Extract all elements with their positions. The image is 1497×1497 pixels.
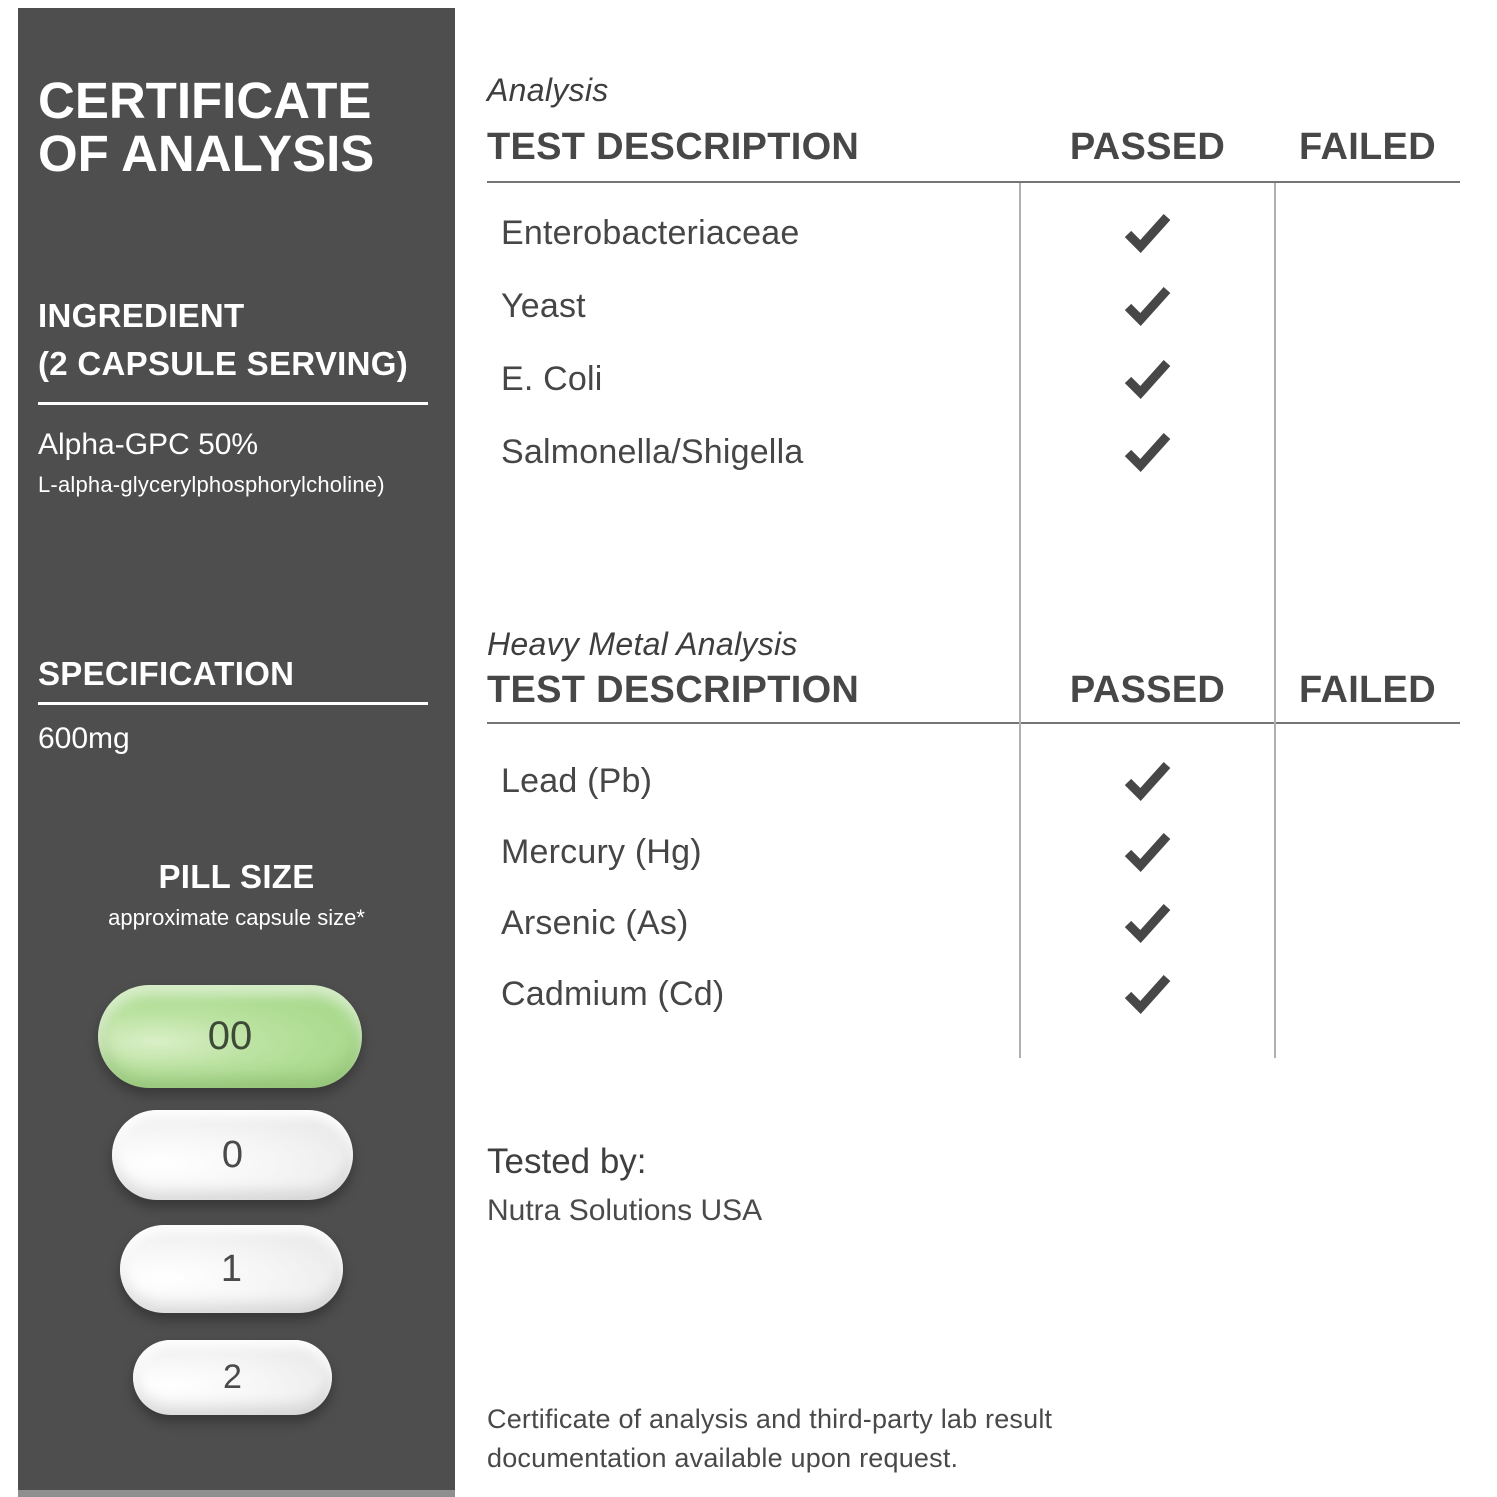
- pill-size-heading: PILL SIZE: [158, 858, 315, 895]
- row-name: Mercury (Hg): [501, 833, 702, 871]
- tested-by-value: Nutra Solutions USA: [487, 1194, 763, 1227]
- column-divider: [1019, 183, 1021, 1058]
- table-row: [487, 343, 1460, 416]
- table-row: [487, 746, 1460, 817]
- row-name: Salmonella/Shigella: [501, 433, 804, 471]
- table-row: [487, 959, 1460, 1030]
- passed-cell: [1020, 286, 1275, 327]
- col-passed: PASSED: [1069, 669, 1226, 711]
- row-name: Cadmium (Cd): [501, 975, 725, 1013]
- heavy-metal-table-header: [487, 669, 1460, 724]
- specification-value: 600mg: [38, 722, 130, 755]
- ingredient-name: Alpha-GPC 50%: [38, 428, 259, 461]
- pill-size-00: [98, 985, 362, 1088]
- passed-cell: [1020, 432, 1275, 473]
- table-row: [487, 197, 1460, 270]
- analysis-section-label: Analysis: [487, 72, 609, 108]
- ingredient-divider: [38, 402, 428, 405]
- check-icon: [1124, 286, 1171, 327]
- row-name: Arsenic (As): [501, 904, 689, 942]
- col-test-description: TEST DESCRIPTION: [487, 126, 860, 168]
- column-divider: [1274, 183, 1276, 1058]
- pill-label: 00: [207, 1014, 253, 1058]
- col-test-description: TEST DESCRIPTION: [487, 669, 860, 711]
- passed-cell: [1020, 832, 1275, 873]
- pill-label: 1: [220, 1247, 243, 1290]
- certificate-title-line1: CERTIFICATE: [38, 72, 372, 129]
- table-row: [487, 416, 1460, 489]
- passed-cell: [1020, 761, 1275, 802]
- check-icon: [1124, 761, 1171, 802]
- ingredient-heading-line1: INGREDIENT: [38, 297, 245, 334]
- check-icon: [1124, 359, 1171, 400]
- certificate-title-line2: OF ANALYSIS: [38, 125, 375, 182]
- specification-divider: [38, 702, 428, 705]
- ingredient-detail: L-alpha-glycerylphosphorylcholine): [38, 472, 385, 497]
- pill-label: 0: [221, 1133, 244, 1176]
- col-failed: FAILED: [1299, 126, 1436, 168]
- tested-by-label: Tested by:: [487, 1142, 647, 1181]
- tables-body: [487, 183, 1460, 1058]
- ingredient-heading: [38, 292, 448, 388]
- check-icon: [1124, 974, 1171, 1015]
- row-name: Lead (Pb): [501, 762, 653, 800]
- passed-cell: [1020, 359, 1275, 400]
- main-content: [487, 0, 1460, 1478]
- sidebar: [18, 8, 455, 1490]
- pill-size-0: [112, 1110, 353, 1200]
- sidebar-bottom-strip: [18, 1490, 455, 1497]
- row-name: Enterobacteriaceae: [501, 214, 800, 252]
- col-failed: FAILED: [1299, 669, 1436, 711]
- check-icon: [1124, 213, 1171, 254]
- pill-label: 2: [223, 1358, 242, 1396]
- check-icon: [1124, 832, 1171, 873]
- specification-heading: SPECIFICATION: [38, 655, 295, 692]
- analysis-table-header: [487, 126, 1460, 183]
- pill-size-2: [133, 1340, 332, 1415]
- heavy-metal-section-label: Heavy Metal Analysis: [487, 625, 798, 662]
- passed-cell: [1020, 974, 1275, 1015]
- footnote: Certificate of analysis and third-party lab result documentation available upon request.: [487, 1404, 1053, 1473]
- check-icon: [1124, 903, 1171, 944]
- certificate-title: [38, 74, 438, 180]
- passed-cell: [1020, 213, 1275, 254]
- ingredient-heading-line2: (2 CAPSULE SERVING): [38, 345, 408, 382]
- table-row: [487, 817, 1460, 888]
- pill-size-1: [120, 1225, 343, 1313]
- row-name: Yeast: [501, 287, 586, 325]
- table-row: [487, 888, 1460, 959]
- row-name: E. Coli: [501, 360, 603, 398]
- tested-by-block: [487, 1142, 1460, 1228]
- passed-cell: [1020, 903, 1275, 944]
- pill-size-subheading: approximate capsule size*: [108, 905, 365, 930]
- table-row: [487, 270, 1460, 343]
- check-icon: [1124, 432, 1171, 473]
- col-passed: PASSED: [1069, 126, 1226, 168]
